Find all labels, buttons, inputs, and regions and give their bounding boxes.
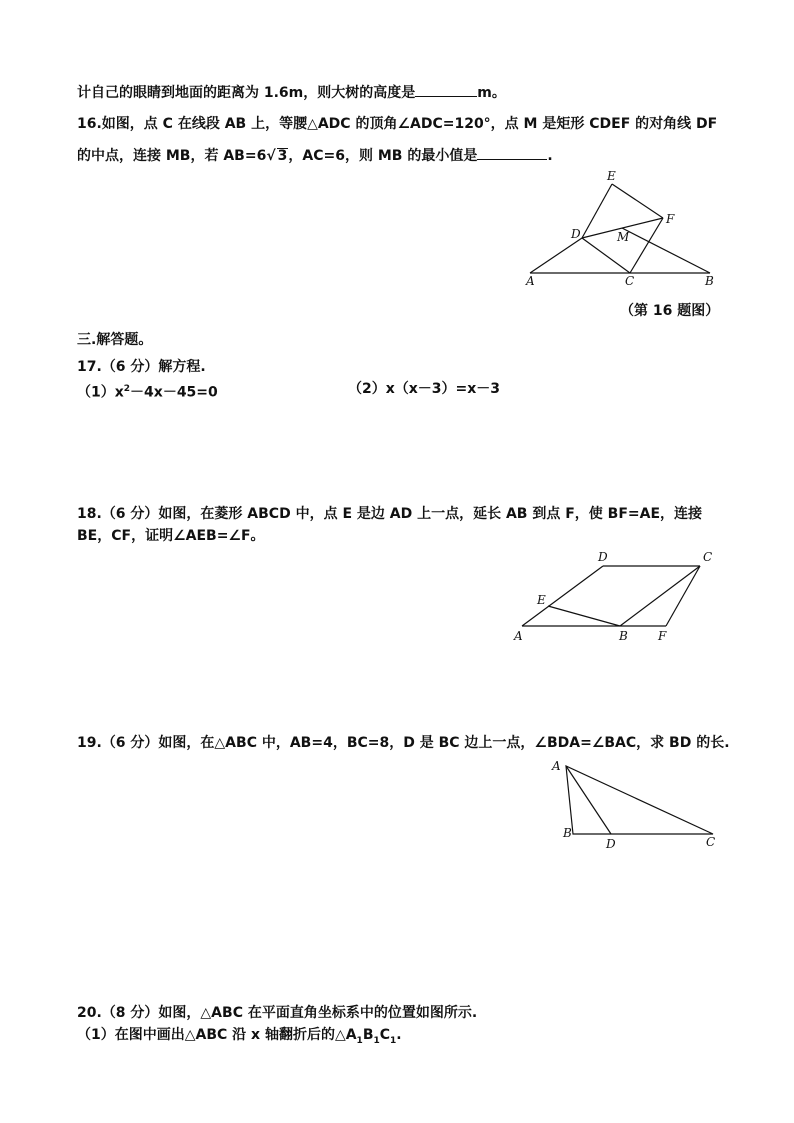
label-E: E bbox=[537, 593, 546, 607]
label-F: F bbox=[666, 212, 675, 226]
q16-period: . bbox=[547, 148, 553, 164]
q20-line1: 20.（8 分）如图，△ABC 在平面直角坐标系中的位置如图所示. bbox=[77, 1005, 478, 1021]
segment-EF bbox=[612, 184, 663, 218]
segment-MB bbox=[622, 228, 710, 273]
segment-AD bbox=[530, 238, 582, 273]
q17-part1-text: （1）x bbox=[77, 384, 124, 401]
label-B: B bbox=[705, 274, 714, 288]
label-M: M bbox=[617, 230, 630, 244]
q17-title: 17.（6 分）解方程. bbox=[77, 359, 206, 375]
q17-part2: （2）x（x－3）=x－3 bbox=[348, 381, 501, 397]
q16-figure bbox=[520, 170, 720, 295]
q15-tail-line bbox=[77, 82, 506, 102]
sqrt-radicand: 3 bbox=[277, 148, 288, 164]
q19-figure bbox=[548, 758, 728, 853]
q19-line1: 19.（6 分）如图，在△ABC 中，AB=4，BC=8，D 是 BC 边上一点，∠BDA=∠BAC，求 BD 的长. bbox=[77, 735, 730, 751]
q18-figure bbox=[508, 548, 723, 648]
label-A: A bbox=[514, 629, 523, 643]
label-E: E bbox=[607, 169, 616, 183]
label-C: C bbox=[625, 274, 635, 288]
q20-period: . bbox=[396, 1027, 402, 1043]
segment-EB bbox=[548, 606, 620, 626]
q16-caption: （第 16 题图） bbox=[620, 303, 720, 319]
q15-tail-text: 计自己的眼睛到地面的距离为 1.6m，则大树的高度是 bbox=[77, 85, 416, 101]
q20-part1-text: （1）在图中画出△ABC 沿 x 轴翻折后的△A bbox=[77, 1027, 357, 1043]
q18-line2: BE，CF，证明∠AEB=∠F。 bbox=[77, 528, 265, 544]
q16-line2-text-b: ，AC=6，则 MB 的最小值是 bbox=[288, 148, 478, 164]
q17-part1-rest: －4x－45=0 bbox=[130, 384, 218, 401]
label-A: A bbox=[552, 759, 561, 773]
section-title: 三.解答题。 bbox=[77, 332, 153, 348]
q20-part1-C: C bbox=[379, 1027, 391, 1043]
label-A: A bbox=[526, 274, 535, 288]
q20-part1-B: B bbox=[362, 1027, 374, 1043]
label-F: F bbox=[658, 629, 667, 643]
subscript: 1 bbox=[390, 1035, 397, 1046]
q17-part1 bbox=[77, 380, 218, 402]
segment-DE bbox=[582, 184, 612, 238]
label-D: D bbox=[598, 550, 608, 564]
subscript: 1 bbox=[356, 1035, 363, 1046]
segment-CB bbox=[620, 566, 700, 626]
q16-line2-text: 的中点，连接 MB，若 AB=6 bbox=[77, 148, 267, 164]
answer-blank bbox=[415, 82, 477, 97]
segment-CF bbox=[666, 566, 700, 626]
answer-blank bbox=[477, 145, 547, 160]
segment-FC bbox=[630, 218, 663, 273]
label-D: D bbox=[606, 837, 616, 851]
label-B: B bbox=[563, 826, 572, 840]
label-D: D bbox=[571, 227, 581, 241]
segment-AD bbox=[522, 566, 603, 626]
q15-tail-unit: m。 bbox=[477, 85, 506, 101]
q20-part1 bbox=[77, 1026, 402, 1050]
q18-line1: 18.（6 分）如图，在菱形 ABCD 中，点 E 是边 AD 上一点，延长 AB 到点 F，使 BF=AE，连接 bbox=[77, 506, 703, 522]
exponent: 2 bbox=[123, 384, 131, 394]
label-C: C bbox=[706, 835, 716, 849]
q16-line1: 16.如图，点 C 在线段 AB 上，等腰△ADC 的顶角∠ADC=120°，点 M 是矩形 CDEF 的对角线 DF bbox=[77, 116, 718, 132]
label-C: C bbox=[703, 550, 713, 564]
subscript: 1 bbox=[373, 1035, 380, 1046]
label-B: B bbox=[619, 629, 628, 643]
q16-line2: 的中点，连接 MB，若 AB=6√ 3，AC=6，则 MB 的最小值是 . bbox=[77, 145, 553, 165]
